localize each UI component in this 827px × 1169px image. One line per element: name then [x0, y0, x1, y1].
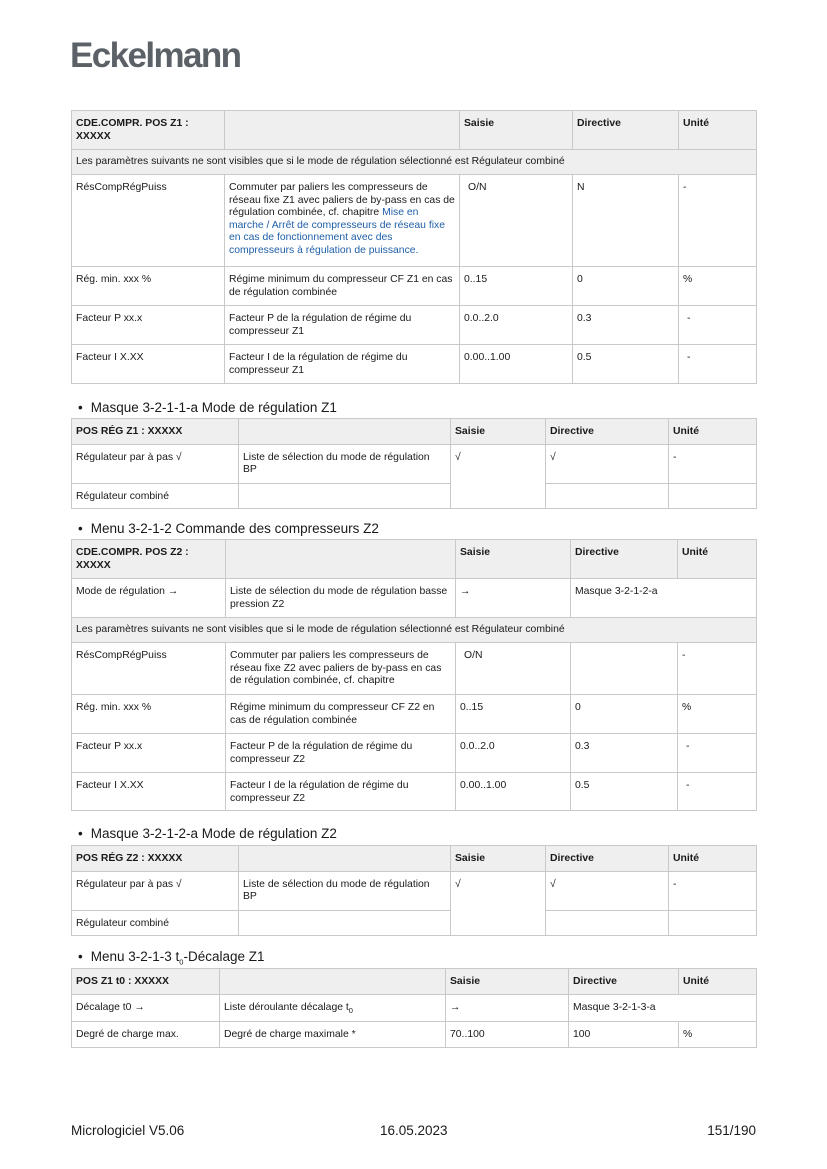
table-row	[72, 483, 757, 509]
param-directive: 0.3	[571, 734, 678, 773]
param-description: Facteur P de la régulation de régime du compresseur Z1	[225, 306, 460, 345]
table-row	[72, 871, 757, 910]
table-regulation-mode-z1	[71, 418, 757, 509]
param-directive: √	[546, 444, 669, 483]
param-directive: Masque 3-2-1-3-a	[569, 995, 757, 1022]
param-description: Degré de charge maximale *	[220, 1022, 446, 1048]
param-name: Décalage t0 →	[72, 995, 220, 1022]
heading-text: Menu 3-2-1-3 t	[90, 949, 180, 964]
param-directive: 0	[571, 695, 678, 734]
table-compressor-control-z1	[71, 110, 757, 384]
param-name: Régulateur combiné	[72, 910, 239, 936]
description-text: Commuter par paliers les compresseurs de réseau fixe Z1 avec paliers de by-pass en cas de régulation combinée, cf. chapitre	[229, 182, 455, 218]
param-unite	[669, 483, 757, 509]
heading-text: Masque 3-2-1-2-a Mode de régulation Z2	[90, 826, 337, 841]
param-description	[239, 910, 451, 936]
param-directive	[546, 910, 669, 936]
table-header-cell: Saisie	[456, 540, 571, 579]
table-row	[72, 995, 757, 1022]
param-saisie: 70..100	[446, 1022, 569, 1048]
section-heading	[78, 949, 265, 965]
param-saisie: 0.0..2.0	[456, 734, 571, 773]
footer-page-number: 151/190	[707, 1123, 756, 1138]
table-header-cell	[226, 540, 456, 579]
table-header-cell: Unité	[679, 969, 757, 995]
table-note: Les paramètres suivants ne sont visibles que si le mode de régulation sélectionné est Régulateur combiné	[72, 618, 757, 643]
table-row	[72, 910, 757, 936]
param-name: Mode de régulation →	[72, 579, 226, 618]
table-header-cell	[239, 846, 451, 872]
param-directive: 0.5	[571, 773, 678, 811]
table-header-cell: Unité	[678, 540, 757, 579]
param-saisie: 0.00..1.00	[460, 345, 573, 384]
table-row	[72, 734, 757, 773]
table-header-cell: Directive	[546, 419, 669, 445]
chapter-link[interactable]: Mise en marche / Arrêt de compresseurs de réseau fixe en cas de fonctionnement avec des compresseurs à régulation de puissance.	[229, 207, 445, 256]
param-name: Régulateur combiné	[72, 483, 239, 509]
table-row	[72, 306, 757, 345]
param-description	[220, 995, 446, 1022]
param-description: Liste de sélection du mode de régulation BP	[239, 871, 451, 910]
table-header-cell: Saisie	[451, 419, 546, 445]
table-header-cell: Directive	[571, 540, 678, 579]
section-heading	[78, 400, 337, 416]
param-directive	[571, 643, 678, 695]
param-unite: -	[679, 306, 757, 345]
footer-date: 16.05.2023	[380, 1123, 448, 1138]
param-description: Régime minimum du compresseur CF Z2 en cas de régulation combinée	[226, 695, 456, 734]
bullet: •	[78, 949, 83, 964]
table-row	[72, 345, 757, 384]
param-directive: 100	[569, 1022, 679, 1048]
table-row	[72, 773, 757, 811]
description-subscript: 0	[348, 1006, 353, 1016]
param-saisie: √	[451, 444, 546, 509]
table-header-cell: CDE.COMPR. POS Z1 : XXXXX	[72, 111, 225, 150]
param-unite: -	[669, 444, 757, 483]
param-name: Rég. min. xxx %	[72, 267, 225, 306]
param-directive	[546, 483, 669, 509]
param-unite: %	[679, 267, 757, 306]
table-header-cell: Directive	[569, 969, 679, 995]
param-name: RésCompRégPuiss	[72, 643, 226, 695]
table-header-cell: POS RÉG Z1 : XXXXX	[72, 419, 239, 445]
table-row	[72, 267, 757, 306]
param-name: Régulateur par à pas √	[72, 444, 239, 483]
table-header-cell	[239, 419, 451, 445]
param-saisie: →	[456, 579, 571, 618]
heading-text: -Décalage Z1	[183, 949, 265, 964]
param-directive: 0.5	[573, 345, 679, 384]
param-unite: -	[669, 871, 757, 910]
param-unite: -	[678, 773, 757, 811]
table-header-cell: Saisie	[446, 969, 569, 995]
param-saisie: 0..15	[456, 695, 571, 734]
param-unite: %	[679, 1022, 757, 1048]
table-header-cell: CDE.COMPR. POS Z2 : XXXXX	[72, 540, 226, 579]
table-header-cell: Directive	[546, 846, 669, 872]
table-row	[72, 579, 757, 618]
description-text: Liste déroulante décalage t	[224, 1002, 349, 1013]
param-name: Facteur I X.XX	[72, 345, 225, 384]
table-header-cell: Unité	[669, 419, 757, 445]
param-directive: Masque 3-2-1-2-a	[571, 579, 757, 618]
param-unite: -	[678, 643, 757, 695]
param-description: Régime minimum du compresseur CF Z1 en cas de régulation combinée	[225, 267, 460, 306]
param-name: Degré de charge max.	[72, 1022, 220, 1048]
table-row	[72, 175, 757, 267]
footer-firmware-version: Micrologiciel V5.06	[71, 1123, 185, 1138]
table-row	[72, 1022, 757, 1048]
param-saisie: 0..15	[460, 267, 573, 306]
param-name: Facteur P xx.x	[72, 734, 226, 773]
param-directive: √	[546, 871, 669, 910]
param-directive: N	[573, 175, 679, 267]
param-name: Facteur I X.XX	[72, 773, 226, 811]
table-header-cell: Directive	[573, 111, 679, 150]
table-regulation-mode-z2	[71, 845, 757, 936]
heading-subscript: 0	[179, 957, 184, 967]
param-directive: 0	[573, 267, 679, 306]
table-header-cell	[225, 111, 460, 150]
param-unite: -	[679, 345, 757, 384]
eckelmann-logo: Eckelmann	[70, 36, 241, 75]
table-row	[72, 695, 757, 734]
param-saisie: √	[451, 871, 546, 936]
param-description	[239, 483, 451, 509]
section-heading	[78, 521, 379, 537]
table-t0-offset-z1	[71, 968, 757, 1048]
heading-text: Masque 3-2-1-1-a Mode de régulation Z1	[90, 400, 337, 415]
bullet: •	[78, 826, 83, 841]
table-row	[72, 643, 757, 695]
param-name: RésCompRégPuiss	[72, 175, 225, 267]
param-unite: -	[679, 175, 757, 267]
table-header-cell: Unité	[669, 846, 757, 872]
param-description	[225, 175, 460, 267]
param-unite	[669, 910, 757, 936]
table-row	[72, 444, 757, 483]
param-directive: 0.3	[573, 306, 679, 345]
param-description: Commuter par paliers les compresseurs de réseau fixe Z2 avec paliers de by-pass en cas de régulation combinée, cf. chapitre	[226, 643, 456, 695]
table-header-cell: Unité	[679, 111, 757, 150]
param-saisie: →	[446, 995, 569, 1022]
section-heading	[78, 826, 337, 842]
param-description: Liste de sélection du mode de régulation BP	[239, 444, 451, 483]
table-note: Les paramètres suivants ne sont visibles que si le mode de régulation sélectionné est Régulateur combiné	[72, 150, 757, 175]
param-unite: %	[678, 695, 757, 734]
table-header-cell: Saisie	[460, 111, 573, 150]
table-header-cell	[220, 969, 446, 995]
table-header-cell: POS Z1 t0 : XXXXX	[72, 969, 220, 995]
param-saisie: O/N	[460, 175, 573, 267]
bullet: •	[78, 521, 83, 536]
param-unite: -	[678, 734, 757, 773]
table-compressor-control-z2	[71, 539, 757, 811]
param-name: Facteur P xx.x	[72, 306, 225, 345]
param-name: Régulateur par à pas √	[72, 871, 239, 910]
param-description: Facteur I de la régulation de régime du compresseur Z2	[226, 773, 456, 811]
table-header-cell: POS RÉG Z2 : XXXXX	[72, 846, 239, 872]
table-header-cell: Saisie	[451, 846, 546, 872]
param-description: Facteur P de la régulation de régime du compresseur Z2	[226, 734, 456, 773]
param-saisie: 0.00..1.00	[456, 773, 571, 811]
param-saisie: O/N	[456, 643, 571, 695]
bullet: •	[78, 400, 83, 415]
heading-text: Menu 3-2-1-2 Commande des compresseurs Z2	[90, 521, 379, 536]
param-name: Rég. min. xxx %	[72, 695, 226, 734]
param-description: Liste de sélection du mode de régulation basse pression Z2	[226, 579, 456, 618]
param-description: Facteur I de la régulation de régime du compresseur Z1	[225, 345, 460, 384]
param-saisie: 0.0..2.0	[460, 306, 573, 345]
